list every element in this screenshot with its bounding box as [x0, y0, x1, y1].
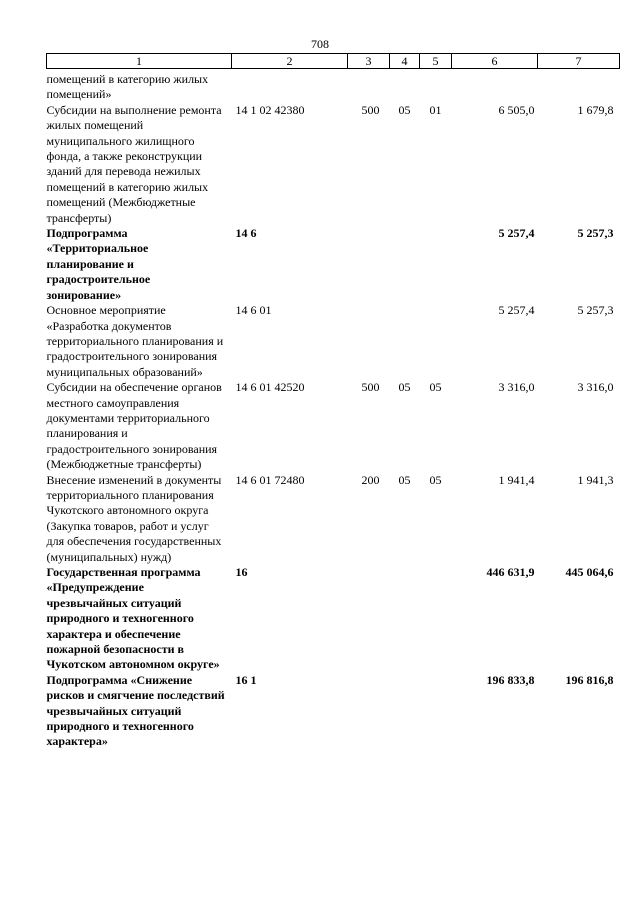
section-cell: 05 [398, 380, 411, 395]
subsection-cell: 05 [429, 380, 442, 395]
expense-type-cell [348, 303, 390, 380]
table-row [47, 303, 620, 380]
description-cell: помещений в категорию жилых помещений» [46, 72, 209, 102]
amount-cell-1 [452, 69, 538, 103]
amount-cell-1: 196 833,8 [486, 672, 535, 687]
subsection-cell [420, 226, 452, 303]
amount-cell-2: 1 941,3 [577, 472, 614, 487]
table-row [47, 226, 620, 303]
description-cell: Государственная программа «Предупреждение чрезвычайных ситуаций природного и техногенного характера и обеспечение пожарной безопасности в Чукотском автономном округе» [46, 565, 220, 672]
amount-cell-2: 445 064,6 [565, 565, 614, 579]
code-cell: 14 1 02 42380 [235, 102, 305, 117]
header-col-7: 7 [538, 54, 620, 69]
table-row [47, 565, 620, 673]
header-col-6: 6 [452, 54, 538, 69]
subsection-cell [420, 303, 452, 380]
section-cell: 05 [398, 472, 411, 487]
code-cell: 14 6 01 42520 [235, 380, 305, 395]
code-cell: 14 6 [235, 226, 257, 241]
amount-cell-2: 3 316,0 [577, 380, 614, 395]
amount-cell-1: 6 505,0 [498, 102, 535, 117]
table-row [47, 473, 620, 565]
header-col-5: 5 [420, 54, 452, 69]
section-cell [390, 69, 420, 103]
amount-cell-1: 1 941,4 [498, 472, 535, 487]
description-cell: Субсидии на обеспечение органов местного самоуправления документами территориального планирования и градостроительного зонирования (Межбюджетные трансферты) [46, 380, 222, 472]
amount-cell-1: 5 257,4 [498, 226, 535, 241]
code-cell: 14 6 01 [235, 303, 272, 318]
amount-cell-1: 3 316,0 [498, 380, 535, 395]
code-cell: 16 [235, 565, 248, 579]
header-row [47, 54, 620, 69]
subsection-cell: 01 [429, 102, 442, 117]
expense-type-cell [348, 673, 390, 750]
subsection-cell: 05 [429, 472, 442, 487]
description-cell: Подпрограмма «Территориальное планирование и градостроительное зонирование» [46, 226, 151, 302]
header-col-4: 4 [390, 54, 420, 69]
page-number: 708 [311, 37, 329, 51]
header-col-1: 1 [47, 54, 232, 69]
amount-cell-1: 5 257,4 [498, 303, 535, 318]
expense-type-cell: 500 [361, 380, 380, 395]
description-cell: Субсидии на выполнение ремонта жилых помещений муниципального жилищного фонда, а также реконструкции зданий для перевода нежилых помещений в категорию жилых помещений (Межбюджетные трансферты) [46, 102, 222, 225]
expense-type-cell [348, 69, 390, 103]
description-cell: Основное мероприятие «Разработка документов территориального планирования и градостроительного зонирования муниципальных образований» [46, 303, 224, 379]
expense-type-cell: 200 [361, 472, 380, 487]
amount-cell-2: 5 257,3 [577, 303, 614, 318]
amount-cell-2: 196 816,8 [565, 672, 614, 687]
section-cell [390, 303, 420, 380]
table-body [47, 69, 620, 750]
expense-type-cell [348, 226, 390, 303]
budget-table [46, 53, 620, 750]
subsection-cell [420, 69, 452, 103]
amount-cell-2: 5 257,3 [577, 226, 614, 241]
amount-cell-1: 446 631,9 [486, 565, 535, 579]
expense-type-cell: 500 [361, 102, 380, 117]
description-cell: Внесение изменений в документы территориального планирования Чукотского автономного округа (Закупка товаров, работ и услуг для обеспечения государственных (муниципальных) нужд) [46, 472, 222, 564]
table-row [47, 673, 620, 750]
table-row [47, 69, 620, 103]
subsection-cell [420, 565, 452, 673]
header-col-2: 2 [232, 54, 348, 69]
expense-type-cell [348, 565, 390, 673]
section-cell [390, 673, 420, 750]
code-cell: 16 1 [235, 672, 257, 687]
subsection-cell [420, 673, 452, 750]
code-cell: 14 6 01 72480 [235, 472, 305, 487]
table-row [47, 380, 620, 472]
amount-cell-2: 1 679,8 [577, 102, 614, 117]
code-cell [232, 69, 348, 103]
header-col-3: 3 [348, 54, 390, 69]
amount-cell-2 [538, 69, 620, 103]
section-cell: 05 [398, 102, 411, 117]
table-row [47, 103, 620, 226]
section-cell [390, 565, 420, 673]
description-cell: Подпрограмма «Снижение рисков и смягчение последствий чрезвычайных ситуаций природного и техногенного характера» [46, 672, 225, 749]
section-cell [390, 226, 420, 303]
